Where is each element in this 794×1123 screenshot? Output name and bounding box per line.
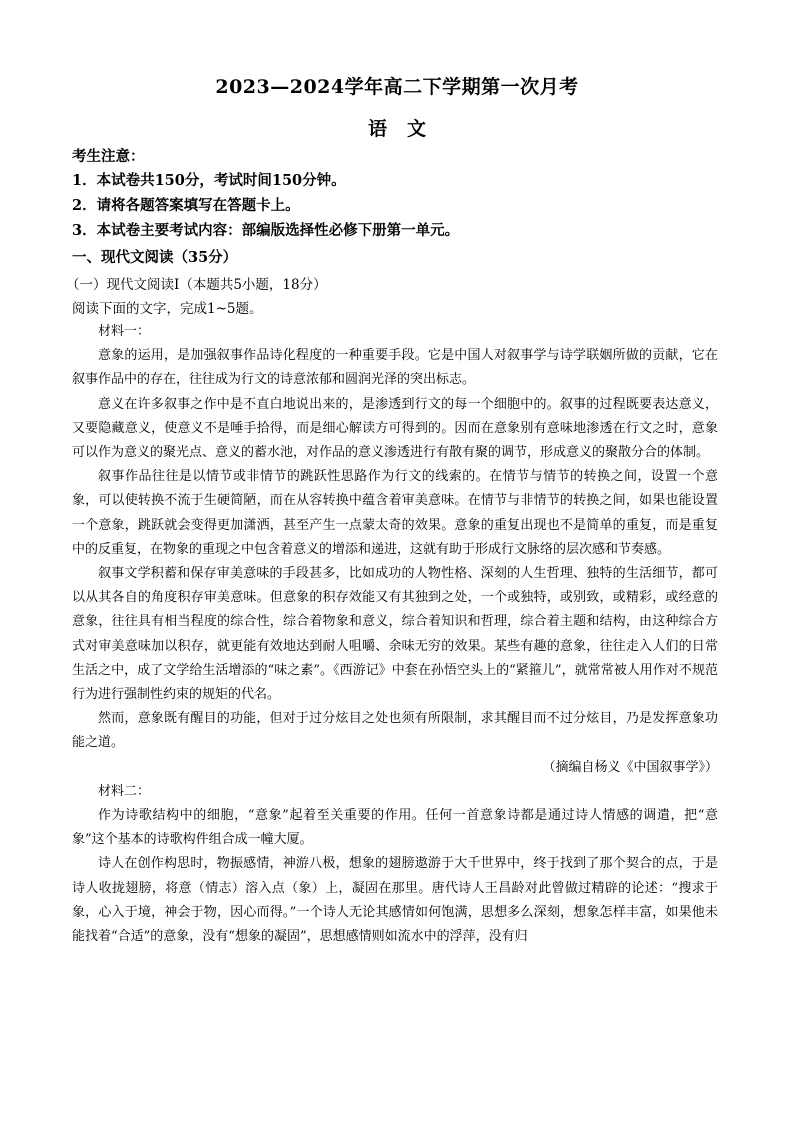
material-two-paragraph: 诗人在创作构思时，物振感情，神游八极，想象的翅膀遨游于大千世界中，终于找到了那个契合的点，于是诗人收拢翅膀，将意（情志）溶入点（象）上，凝固在那里。唐代诗人王昌龄对此曾做过精辟的论述：“搜求于象，心入于境，神会于物，因心而得。”一个诗人无论其感情如何饱满，思想多么深刻，想象怎样丰富，如果他未能找着“合适”的意象，没有“想象的凝固”，思想感情则如流水中的浮萍，没有归 [72,856,718,945]
notice-item-3: 3．本试卷主要考试内容：部编版选择性必修下册第一单元。 [72,222,460,239]
material-one-paragraph: 然而，意象既有醒目的功能，但对于过分炫目之处也须有所限制，求其醒目而不过分炫目，乃是发挥意象功能之道。 [72,711,718,751]
notice-item-1: 1．本试卷共150分，考试时间150分钟。 [72,172,346,189]
material-two-label: 材料二： [98,783,151,799]
exam-subject: 语文 [367,118,446,140]
exam-title: 2023—2024学年高二下学期第一次月考 [215,76,579,98]
material-one-source: （摘编自杨义《中国叙事学》） [542,759,718,775]
section-subtitle: （一）现代文阅读Ⅰ（本题共5小题，18分） [66,277,327,293]
material-two-paragraph: 作为诗歌结构中的细胞，“意象”起着至关重要的作用。任何一首意象诗都是通过诗人情感的调遣，把“意象”这个基本的诗歌构件组合成一幢大厦。 [72,808,718,848]
notice-item-2: 2．请将各题答案填写在答题卡上。 [72,197,300,214]
notice-heading: 考生注意： [72,148,145,165]
material-one-paragraph: 意义在许多叙事之作中是不直白地说出来的，是渗透到行文的每一个细胞中的。叙事的过程既要表达意义，又要隐藏意义，使意义不是唾手拾得，而是细心解读方可得到的。因而在意象别有意味地渗透在行文之时，意象可以作为意义的聚光点、意义的蓄水池，对作品的意义渗透进行有散有聚的调节，形成意义的聚散分合的体制。 [72,396,718,461]
reading-passage [72,320,718,949]
material-one-paragraph: 意象的运用，是加强叙事作品诗化程度的一种重要手段。它是中国人对叙事学与诗学联姻所做的贡献，它在叙事作品中的存在，往往成为行文的诗意浓郁和圆润光泽的突出标志。 [72,348,718,388]
material-one-label: 材料一： [98,324,151,339]
material-one-paragraph: 叙事作品往往是以情节或非情节的跳跃性思路作为行文的线索的。在情节与情节的转换之间，设置一个意象，可以使转换不流于生硬简陋，而在从容转换中蕴含着审美意味。在情节与非情节的转换之间，如果也能设置一个意象，跳跃就会变得更加潇洒，甚至产生一点蒙太奇的效果。意象的重复出现也不是简单的重复，而是重复中的反重复，在物象的重现之中包含着意义的增添和递进，这就有助于形成行文脉络的层次感和节奏感。 [72,469,718,557]
material-one-paragraph: 叙事文学积蓄和保存审美意味的手段甚多，比如成功的人物性格、深刻的人生哲理、独特的生活细节，都可以从其各自的角度积存审美意味。但意象的积存效能又有其独到之处，一个或独特，或别致，或精彩，或经意的意象，往往具有相当程度的综合性，综合着物象和意义，综合着知识和哲理，综合着主题和结构，由这种综合方式对审美意味加以积存，就更能有效地达到耐人咀嚼、余味无穷的效果。某些有趣的意象，往往走入人们的日常生活之中，成了文学给生活增添的“味之素”。《西游记》中套在孙悟空头上的“紧箍儿”，就常常被人用作对不规范行为进行强制性约束的规矩的代名。 [72,566,718,703]
section-title: 一、现代文阅读（35分） [72,249,238,266]
section-instruction: 阅读下面的文字，完成1~5题。 [72,301,263,317]
